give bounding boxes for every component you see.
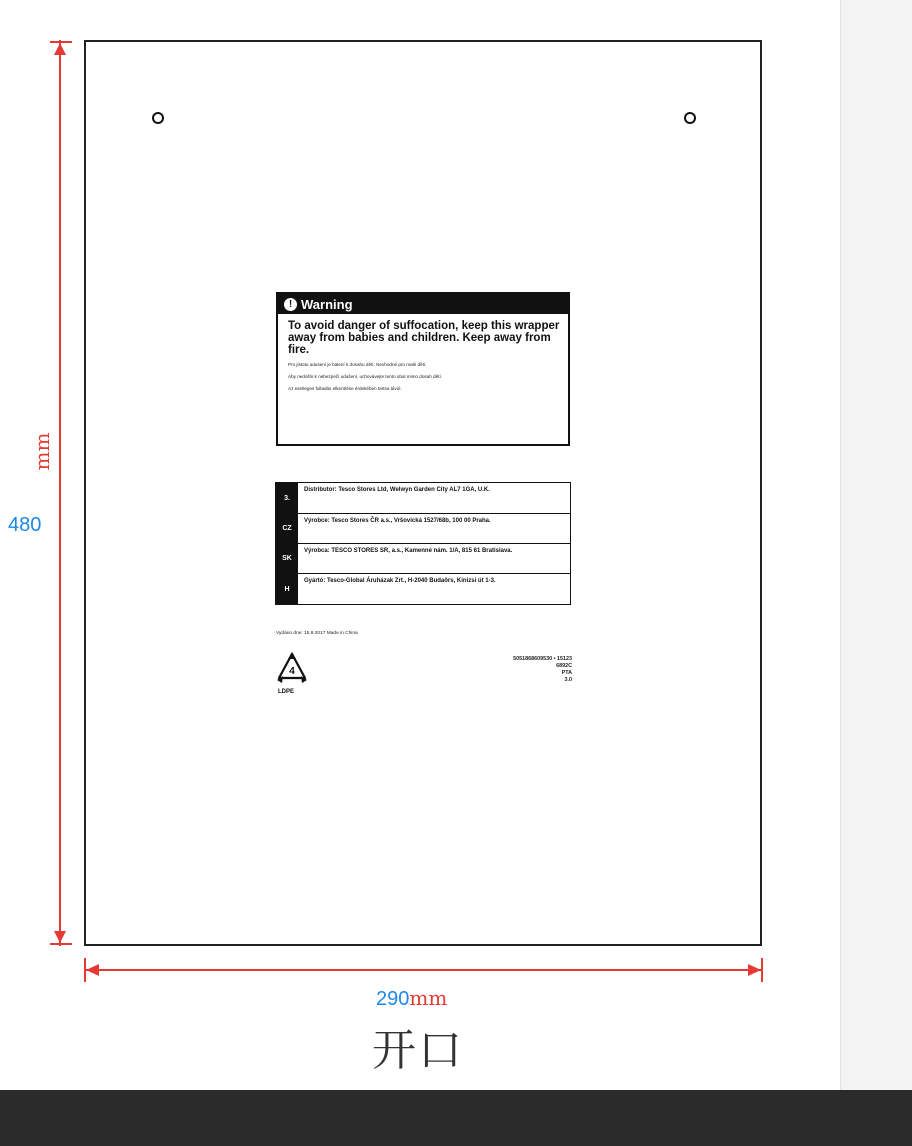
contact-text: Distributor: Tesco Stores Ltd, Welwyn Garden City AL7 1GA, U.K. (304, 487, 490, 493)
product-code-line: 3.0 (564, 677, 572, 683)
warning-small-text-1: Pro jistotu udusení je balení k dosahu dětí. Nevhodné pro malé děti. (288, 362, 427, 367)
contact-text: Gyártó: Tesco-Global Áruházak Zrt., H-2040 Budaörs, Kinizsi út 1-3. (304, 578, 496, 584)
bottom-bar (0, 1090, 912, 1146)
warning-box (276, 292, 570, 446)
product-code-line: 5051868609530 • 15123 (513, 656, 572, 662)
product-code-line: PTA (561, 670, 572, 676)
warning-body (278, 314, 568, 392)
warning-small-text-3: Az esetleges fulladás elkerülése érdekében tartsa távol. (288, 386, 402, 391)
warning-main-text: To avoid danger of suffocation, keep this wrapper away from babies and children. Keep away from fire. (288, 320, 560, 356)
product-code-line: 6892C (556, 663, 572, 669)
width-unit: mm (409, 986, 448, 1010)
warning-header (278, 294, 568, 314)
height-unit-label: mm (30, 432, 54, 471)
contact-text: Výrobce: Tesco Stores ČR a.s., Vršovická 1527/68b, 100 00 Praha. (304, 518, 491, 524)
width-dimension-label (376, 986, 447, 1011)
contact-row (276, 483, 570, 514)
contact-row (276, 574, 570, 604)
width-value: 290 (376, 988, 410, 1010)
recycle-number: 4 (289, 666, 295, 677)
contact-code: H (276, 574, 298, 604)
contact-text: Výrobca: TESCO STORES SR, a.s., Kamenné nám. 1/A, 815 61 Bratislava. (304, 548, 513, 554)
recycle-material-label: LDPE (278, 689, 295, 695)
contact-code: SK (276, 544, 298, 573)
opening-label: 开口 (372, 1025, 464, 1076)
contact-row (276, 514, 570, 544)
right-side-panel (840, 0, 912, 1090)
hang-hole-right (684, 112, 696, 124)
contact-code: CZ (276, 514, 298, 543)
height-value-label: 480 (8, 514, 42, 536)
contacts-table (275, 482, 571, 605)
contact-row (276, 544, 570, 574)
product-codes (470, 656, 572, 684)
date-line: Vydáno dne: 15.8.2017 Made in China (276, 631, 358, 636)
contact-code: 3. (276, 483, 298, 513)
width-dimension-line (84, 958, 762, 982)
hang-hole-left (152, 112, 164, 124)
warning-small-text-2: Aby nedošlo k nebezpečí udušení, uchovávejte tento obal mimo dosah dětí. (288, 374, 442, 379)
warning-icon: ! (284, 298, 297, 311)
warning-title: Warning (301, 296, 353, 312)
